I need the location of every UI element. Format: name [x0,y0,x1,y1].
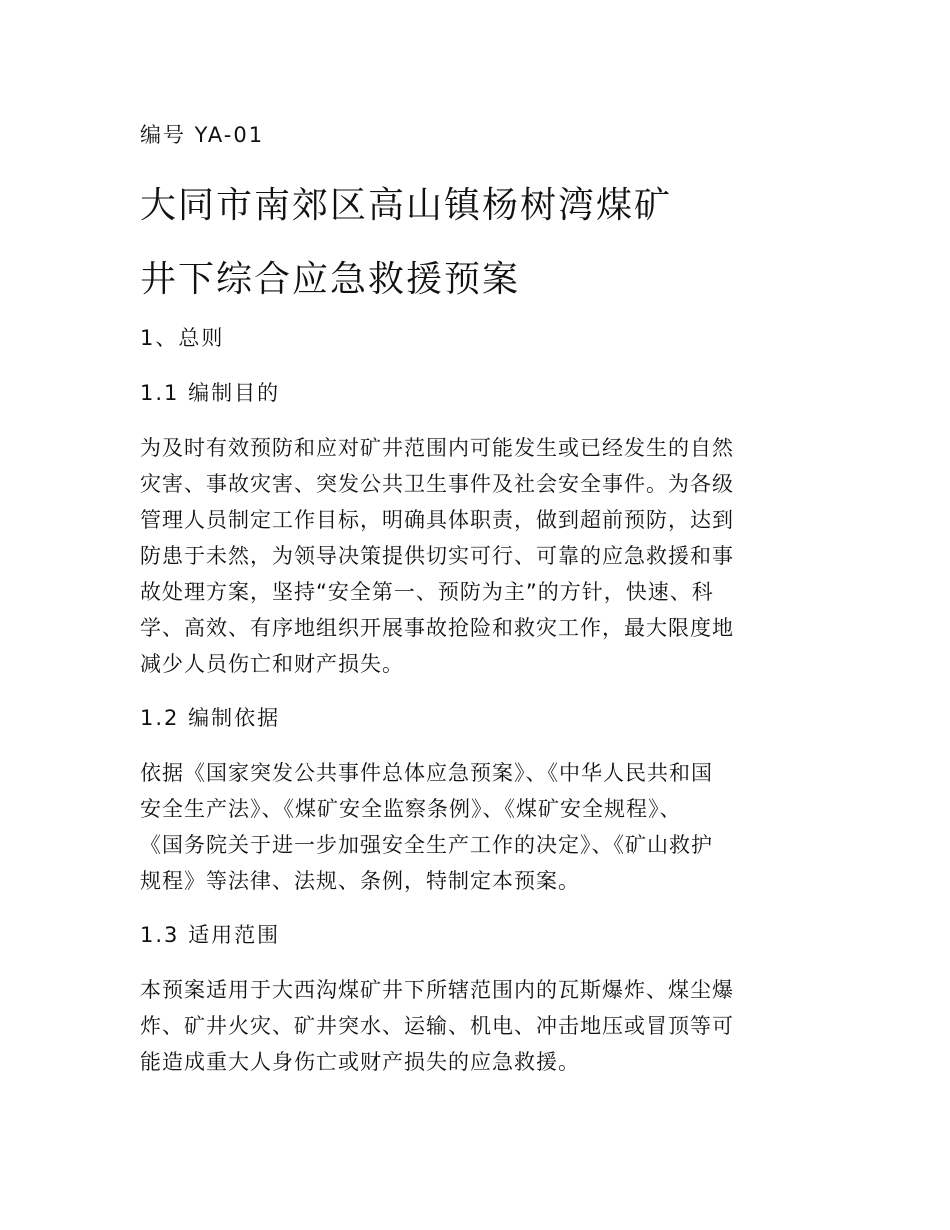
paragraph-line: 管理人员制定工作目标，明确具体职责，做到超前预防，达到 [140,508,734,532]
section-heading-scope: 1.3 适用范围 [140,923,281,947]
section-heading-general: 1、总则 [140,326,225,350]
paragraph-line: 《国务院关于进一步加强安全生产工作的决定》、《矿山救护 [140,833,713,857]
paragraph-line: 能造成重大人身伤亡或财产损失的应急救援。 [140,1050,580,1074]
paragraph-line: 依据《国家突发公共事件总体应急预案》、《中华人民共和国 [140,761,713,785]
document-title-line-1: 大同市南郊区高山镇杨树湾煤矿 [140,185,673,226]
paragraph-line: 减少人员伤亡和财产损失。 [140,652,404,676]
section-heading-basis: 1.2 编制依据 [140,706,281,730]
paragraph-basis [140,755,805,899]
paragraph-scope [140,972,805,1080]
document-title-line-2: 井下综合应急救援预案 [140,259,521,300]
paragraph-purpose [140,430,805,682]
paragraph-line: 故处理方案，坚持“安全第一、预防为主”的方针，快速、科 [140,580,714,604]
paragraph-line: 规程》等法律、法规、条例，特制定本预案。 [140,869,580,893]
paragraph-line: 炸、矿井火灾、矿井突水、运输、机电、冲击地压或冒顶等可 [140,1014,734,1038]
document-number: 编号 YA-01 [140,123,265,147]
paragraph-line: 本预案适用于大西沟煤矿井下所辖范围内的瓦斯爆炸、煤尘爆 [140,978,734,1002]
section-heading-purpose: 1.1 编制目的 [140,381,281,405]
paragraph-line: 灾害、事故灾害、突发公共卫生事件及社会安全事件。为各级 [140,472,734,496]
paragraph-line: 安全生产法》、《煤矿安全监察条例》、《煤矿安全规程》、 [140,797,682,821]
paragraph-line: 学、高效、有序地组织开展事故抢险和救灾工作，最大限度地 [140,616,734,640]
paragraph-line: 防患于未然，为领导决策提供切实可行、可靠的应急救援和事 [140,544,734,568]
paragraph-line: 为及时有效预防和应对矿井范围内可能发生或已经发生的自然 [140,436,734,460]
